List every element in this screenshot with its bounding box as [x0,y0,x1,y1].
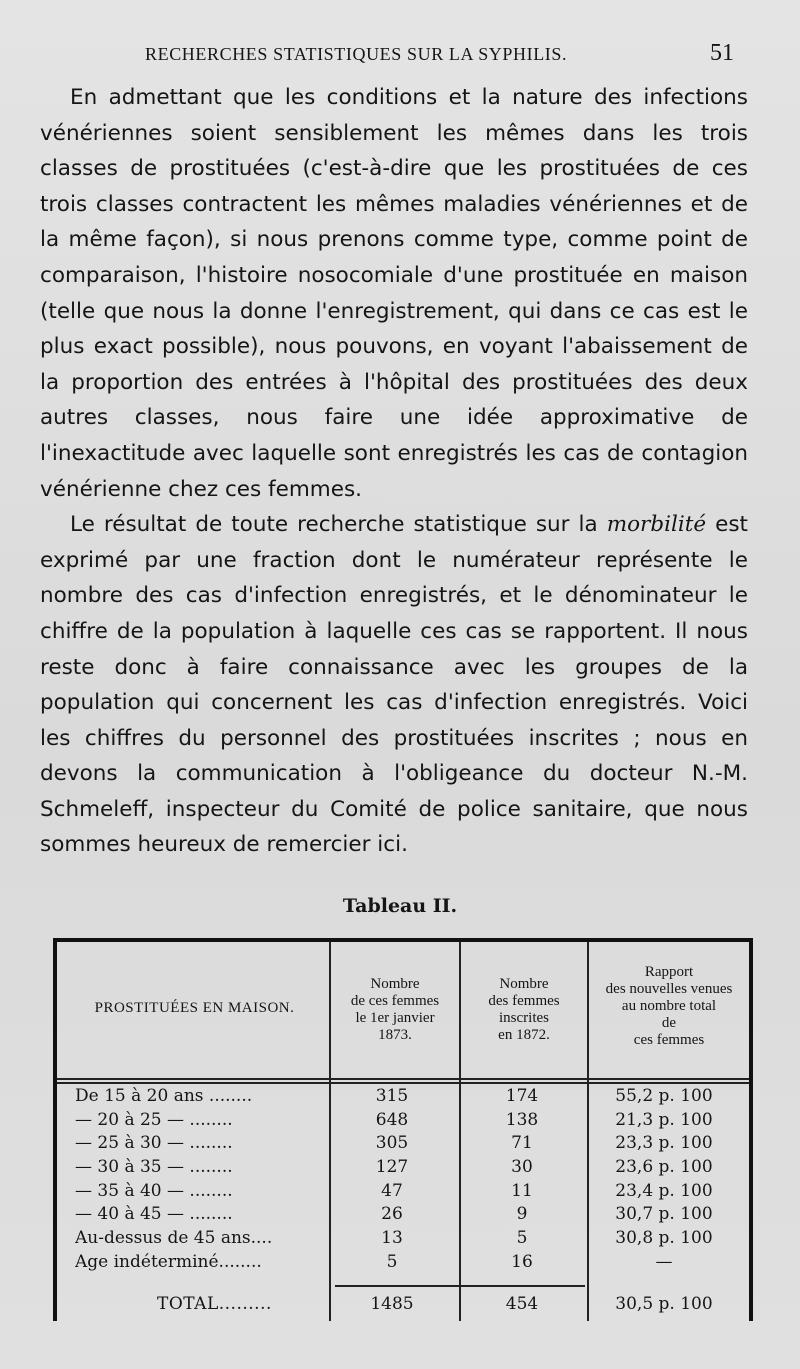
ratio-value: 23,4 p. 100 [615,1180,713,1201]
header-line: le 1er janvier [355,1010,435,1026]
table-row [57,1252,749,1276]
header-line: de ces femmes [350,993,440,1009]
header-line: de [661,1015,677,1031]
age-group-label: Au-dessus de 45 ans.... [75,1228,273,1249]
age-group-label: — 35 à 40 — ........ [75,1180,233,1201]
age-group-label: — 40 à 45 — ........ [75,1204,233,1225]
ratio-value: — [655,1251,673,1272]
count-1873: 127 [375,1157,409,1178]
age-group-label: De 15 à 20 ans ........ [75,1086,253,1106]
header-line: Nombre [370,976,420,992]
header-line: des nouvelles venues [605,981,733,997]
statistics-table [53,938,753,1321]
table-body [57,1086,749,1276]
header-line: Nombre [499,976,549,992]
emphasized-term: morbilité [606,512,707,538]
page-header [0,38,800,78]
running-title: RECHERCHES STATISTIQUES SUR LA SYPHILIS. [145,44,568,64]
count-1872: 5 [516,1228,528,1249]
header-line: inscrites [499,1010,549,1026]
column-header-ratio [589,964,749,1049]
header-line: Rapport [644,964,694,980]
paragraph-2-start: Le résultat de toute recherche statistique sur la [70,512,607,538]
count-1872: 174 [505,1086,539,1106]
ratio-value: 21,3 p. 100 [615,1109,713,1130]
body-text [40,80,748,863]
table-row [57,1133,749,1157]
header-line: en 1872. [498,1027,550,1043]
table-row [57,1204,749,1228]
table-caption: Tableau II. [342,895,458,917]
header-line: des femmes [488,993,560,1009]
count-1872: 30 [511,1157,533,1178]
table-row [57,1110,749,1134]
header-line: 1873. [378,1027,412,1043]
count-1873: 305 [375,1133,409,1154]
count-1872: 138 [505,1109,539,1130]
ratio-value: 55,2 p. 100 [615,1086,713,1106]
count-1873: 648 [375,1109,409,1130]
age-group-label: Age indéterminé........ [75,1251,262,1272]
count-1872: 16 [511,1251,533,1272]
column-header-1872 [461,976,587,1044]
header-rule [57,1082,749,1084]
age-group-label: — 25 à 30 — ........ [75,1133,233,1154]
paragraph-2-rest: est exprimé par une fraction dont le numérateur représente le nombre des cas d'infection enregistrés, et le dénominateur le chiffre de la population à laquelle ces cas se rapportent. Il nous reste donc à faire connaissance avec les groupes de la population qui concernent les cas d'infection enregistrés. Voici les chiffres du personnel des prostituées inscrites ; nous en devons la communication à l'obligeance du docteur N.-M. Schmeleff, inspecteur du Comité de police sanitaire, que nous sommes heureux de remercier ici. [40,512,748,858]
count-1873: 315 [375,1086,409,1106]
total-ratio: 30,5 p. 100 [615,1294,713,1314]
table-row [57,1086,749,1110]
sum-rule [335,1285,585,1287]
count-1872: 71 [511,1133,533,1154]
column-header-1873 [331,976,459,1044]
ratio-value: 30,7 p. 100 [615,1204,713,1225]
header-line: au nombre total [621,998,717,1014]
table-row [57,1181,749,1205]
total-1872: 454 [505,1294,539,1314]
paragraph-2 [40,507,748,863]
header-rule [57,1078,749,1080]
count-1873: 26 [381,1204,403,1225]
table-row [57,1228,749,1252]
paragraph-1: En admettant que les conditions et la nature des infections vénériennes soient sensiblement les mêmes dans les trois classes de prostituées (c'est-à-dire que les prostituées de ces trois classes contractent les mêmes maladies vénériennes et de la même façon), si nous prenons comme type, comme point de comparaison, l'histoire nosocomiale d'une prostituée en maison (telle que nous la donne l'enregistrement, qui dans ce cas est le plus exact possible), nous pouvons, en voyant l'abaissement de la proportion des entrées à l'hôpital des prostituées des deux autres classes, nous faire une idée approximative de l'inexactitude avec laquelle sont enregistrés les cas de contagion vénérienne chez ces femmes. [40,85,748,502]
total-label: TOTAL......... [157,1294,272,1314]
count-1873: 13 [381,1228,403,1249]
total-1873: 1485 [370,1294,414,1314]
age-group-label: — 30 à 35 — ........ [75,1157,233,1178]
count-1872: 9 [516,1204,528,1225]
age-group-label: — 20 à 25 — ........ [75,1109,233,1130]
page-number: 51 [710,40,734,66]
total-row [57,1294,749,1320]
header-line: ces femmes [633,1032,705,1048]
count-1873: 5 [386,1251,398,1272]
count-1873: 47 [381,1180,403,1201]
ratio-value: 23,6 p. 100 [615,1157,713,1178]
count-1872: 11 [511,1180,533,1201]
table-row [57,1157,749,1181]
ratio-value: 23,3 p. 100 [615,1133,713,1154]
ratio-value: 30,8 p. 100 [615,1228,713,1249]
stub-header: PROSTITUÉES EN MAISON. [94,1000,295,1016]
